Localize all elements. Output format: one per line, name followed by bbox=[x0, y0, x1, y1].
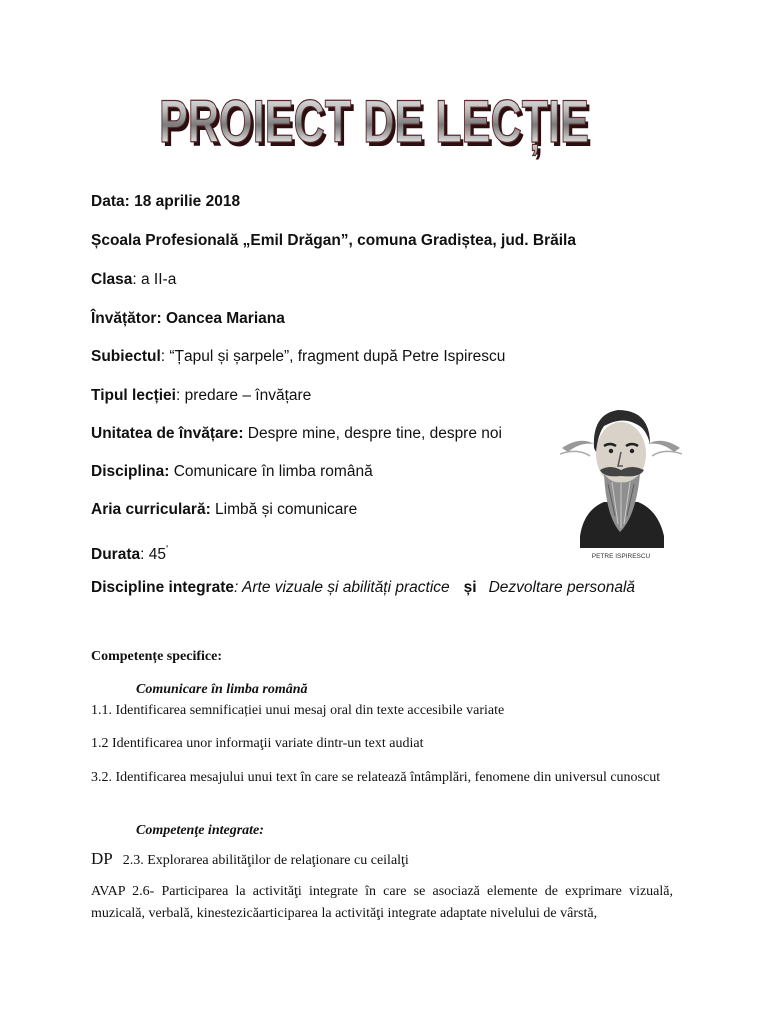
field-tipul-lectiei bbox=[91, 386, 311, 406]
field-value: Comunicare în limba română bbox=[169, 463, 373, 480]
field-separator: : bbox=[164, 463, 170, 480]
field-label: Unitatea de învățare bbox=[91, 425, 239, 442]
field-value: “Țapul și șarpele”, fragment după Petre Ispirescu bbox=[165, 348, 506, 365]
field-label: Învățător: bbox=[91, 310, 162, 327]
dp-label: DP bbox=[91, 849, 113, 868]
field-value: 18 aprilie 2018 bbox=[134, 193, 241, 210]
field-value: Școala Profesională „Emil Drăgan”, comuna Gradiștea, jud. Brăila bbox=[91, 232, 576, 249]
field-separator: și bbox=[463, 579, 477, 596]
subheading-competente-integrate: Competenţe integrate: bbox=[136, 823, 264, 838]
minute-mark: ʹ bbox=[165, 544, 169, 556]
field-label: Clasa bbox=[91, 271, 133, 288]
portrait-image bbox=[560, 398, 682, 566]
field-label: Disciplina bbox=[91, 463, 165, 480]
field-durata bbox=[91, 540, 168, 565]
avap-item: AVAP 2.6- Participarea la activităţi integrate în care se asociază elemente de exprimare vizuală, muzicală, verbală, kinestezicăarticiparea la activităţi integrate adaptate nivelului de vârstă, bbox=[91, 884, 673, 921]
field-invatator bbox=[91, 309, 285, 329]
field-value: Dezvoltare personală bbox=[488, 579, 636, 596]
field-scoala bbox=[91, 231, 576, 251]
field-value: : Arte vizuale și abilități practice bbox=[233, 579, 450, 596]
competenta-item: 1.2 Identificarea unor informaţii variate dintr-un text audiat bbox=[91, 736, 424, 751]
field-label: Discipline integrate bbox=[91, 579, 234, 596]
field-disciplina bbox=[91, 462, 373, 482]
field-value: 45 bbox=[144, 546, 166, 564]
field-discipline-integrate bbox=[91, 578, 635, 598]
field-separator: : bbox=[140, 546, 145, 564]
section-heading-competente: Competențe specifice: bbox=[91, 649, 223, 664]
field-label: Subiectul bbox=[91, 348, 161, 365]
competenta-item: 1.1. Identificarea semnificației unui mesaj oral din texte accesibile variate bbox=[91, 703, 505, 718]
field-label: Tipul lecției bbox=[91, 387, 176, 404]
field-unitatea bbox=[91, 424, 502, 444]
subheading-comunicare: Comunicare în limba română bbox=[136, 682, 308, 697]
portrait-drawing bbox=[560, 398, 682, 566]
field-aria bbox=[91, 500, 357, 520]
field-separator: : bbox=[176, 387, 181, 404]
field-separator: : bbox=[238, 425, 244, 442]
title-wordart-graphic bbox=[150, 84, 600, 174]
dp-text: 2.3. Explorarea abilităţilor de relaţionare cu ceilalţi bbox=[122, 853, 409, 868]
dp-item bbox=[91, 850, 409, 870]
portrait-caption: PETRE ISPIRESCU bbox=[591, 553, 651, 560]
field-value: a II-a bbox=[136, 271, 177, 288]
field-separator: : bbox=[160, 348, 166, 365]
field-value: Despre mine, despre tine, despre noi bbox=[243, 425, 502, 442]
competenta-item: 3.2. Identificarea mesajului unui text în care se relatează întâmplări, fenomene din universul cunoscut bbox=[91, 770, 661, 785]
field-label: Data: bbox=[91, 193, 130, 210]
field-label: Durata bbox=[91, 546, 141, 564]
field-value: Oancea Mariana bbox=[165, 310, 285, 327]
field-data bbox=[91, 192, 240, 212]
field-separator: : bbox=[132, 271, 137, 288]
field-clasa bbox=[91, 270, 176, 290]
field-label: Aria curriculară: bbox=[91, 501, 211, 518]
field-value: predare – învățare bbox=[180, 387, 312, 404]
field-value: Limbă și comunicare bbox=[210, 501, 358, 518]
field-subiectul bbox=[91, 347, 505, 367]
title-wordart bbox=[150, 84, 600, 174]
title-text: PROIECT DE LECȚIE bbox=[159, 88, 589, 155]
title-shadow: PROIECT DE LECȚIE bbox=[162, 92, 592, 159]
